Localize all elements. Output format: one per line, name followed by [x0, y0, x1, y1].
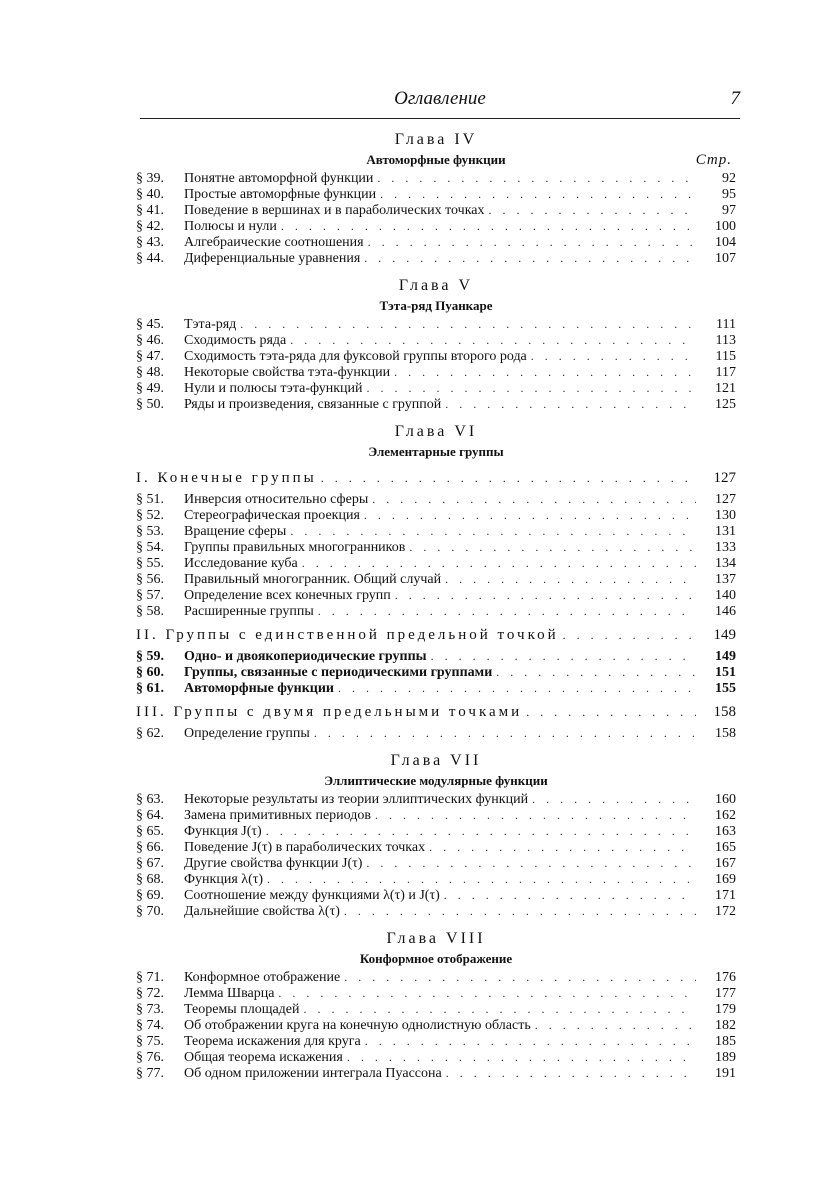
section-page: 140: [715, 588, 736, 603]
toc-entry: [136, 186, 736, 202]
section-page: 163: [715, 824, 736, 839]
toc-entry: [136, 855, 736, 871]
dot-leader: [409, 539, 696, 555]
toc-entry: [136, 539, 736, 555]
dot-leader: [377, 170, 696, 186]
section-page: 185: [715, 1034, 736, 1049]
toc-entry: [136, 985, 736, 1001]
section-title: Автоморфные функции: [184, 681, 334, 696]
section-number: § 40.: [136, 187, 164, 202]
dot-leader: [380, 186, 696, 202]
section-title: Конформное отображение: [184, 970, 341, 985]
part-page: 149: [713, 627, 736, 643]
section-number: § 54.: [136, 540, 164, 555]
toc-entry: [136, 664, 736, 680]
section-title: Сходимость ряда: [184, 333, 287, 348]
chapter-title-text: Тэта-ряд Пуанкаре: [379, 298, 493, 313]
chapter-title: [136, 296, 736, 316]
toc-entry: [136, 1017, 736, 1033]
section-title: Замена примитивных периодов: [184, 808, 371, 823]
section-page: 167: [715, 856, 736, 871]
toc-entry: [136, 871, 736, 887]
chapter-title-text: Конформное отображение: [359, 951, 513, 966]
toc-entry: [136, 587, 736, 603]
dot-leader: [266, 823, 696, 839]
section-number: § 51.: [136, 492, 164, 507]
section-number: § 53.: [136, 524, 164, 539]
toc-entry: [136, 491, 736, 507]
section-title: Вращение сферы: [184, 524, 287, 539]
section-title: Определение группы: [184, 726, 310, 741]
section-page: 162: [715, 808, 736, 823]
section-page: 107: [715, 251, 736, 266]
section-page: 158: [715, 726, 736, 741]
section-page: 113: [715, 333, 736, 348]
dot-leader: [563, 625, 696, 645]
dot-leader: [321, 468, 696, 488]
toc-entry: [136, 807, 736, 823]
section-number: § 55.: [136, 556, 164, 571]
part-heading: II. Группы с единственной предельной точкой: [136, 627, 559, 643]
dot-leader: [489, 202, 696, 218]
chapter-label: Глава VI: [394, 423, 478, 440]
section-title: Лемма Шварца: [184, 986, 275, 1001]
toc-entry: [136, 839, 736, 855]
section-title: Общая теорема искажения: [184, 1050, 343, 1065]
dot-leader: [278, 985, 696, 1001]
section-number: § 77.: [136, 1066, 164, 1081]
dot-leader: [240, 316, 696, 332]
section-title: Одно- и двоякопериодические группы: [184, 649, 427, 664]
dot-leader: [366, 855, 696, 871]
section-number: § 60.: [136, 665, 164, 680]
toc-entry: [136, 170, 736, 186]
section-page: 179: [715, 1002, 736, 1017]
section-page: 149: [715, 649, 736, 664]
dot-leader: [281, 218, 696, 234]
section-number: § 48.: [136, 365, 164, 380]
toc-entry: [136, 823, 736, 839]
chapter-block: [136, 751, 736, 919]
toc-entry: [136, 791, 736, 807]
section-title: Группы правильных многогранников: [184, 540, 406, 555]
section-number: § 74.: [136, 1018, 164, 1033]
section-title: Полюсы и нули: [184, 219, 277, 234]
section-number: § 68.: [136, 872, 164, 887]
toc-entry: [136, 380, 736, 396]
toc-entry: [136, 332, 736, 348]
dot-leader: [366, 380, 696, 396]
section-page: 131: [715, 524, 736, 539]
section-page: 151: [715, 665, 736, 680]
chapter-label: Глава VII: [390, 752, 482, 769]
section-page: 111: [716, 317, 736, 332]
dot-leader: [364, 250, 696, 266]
section-number: § 47.: [136, 349, 164, 364]
section-number: § 75.: [136, 1034, 164, 1049]
toc-entry: [136, 1049, 736, 1065]
dot-leader: [304, 1001, 696, 1017]
section-number: § 57.: [136, 588, 164, 603]
section-number: § 52.: [136, 508, 164, 523]
toc-entry: [136, 316, 736, 332]
section-page: 100: [715, 219, 736, 234]
dot-leader: [526, 702, 696, 722]
section-number: § 39.: [136, 171, 164, 186]
toc-entry: [136, 725, 736, 741]
dot-leader: [347, 1049, 696, 1065]
section-number: § 49.: [136, 381, 164, 396]
section-title: Правильный многогранник. Общий случай: [184, 572, 442, 587]
section-number: § 56.: [136, 572, 164, 587]
section-page: 125: [715, 397, 736, 412]
toc-entry: [136, 648, 736, 664]
dot-leader: [431, 648, 696, 664]
chapter-block: [136, 422, 736, 741]
section-number: § 46.: [136, 333, 164, 348]
chapter-block: [136, 276, 736, 412]
dot-leader: [372, 491, 696, 507]
section-number: § 63.: [136, 792, 164, 807]
section-number: § 45.: [136, 317, 164, 332]
toc-entry: [136, 1001, 736, 1017]
chapter-title: [136, 150, 736, 170]
section-title: Простые автоморфные функции: [184, 187, 377, 202]
dot-leader: [395, 587, 696, 603]
section-page: 171: [715, 888, 736, 903]
dot-leader: [290, 332, 696, 348]
dot-leader: [496, 664, 696, 680]
section-page: 182: [715, 1018, 736, 1033]
section-number: § 62.: [136, 726, 164, 741]
toc-entry: [136, 348, 736, 364]
toc-entry: [136, 603, 736, 619]
section-number: § 41.: [136, 203, 164, 218]
dot-leader: [394, 364, 696, 380]
dot-leader: [535, 1017, 696, 1033]
section-title: Об отображении круга на конечную однолистную область: [184, 1018, 531, 1033]
toc-entry: [136, 364, 736, 380]
dot-leader: [338, 680, 696, 696]
section-title: Группы, связанные с периодическими группами: [184, 665, 493, 680]
part-heading-row: [136, 702, 736, 722]
section-page: 177: [715, 986, 736, 1001]
chapter-title-text: Автоморфные функции: [366, 152, 506, 167]
section-title: Функция J(τ): [184, 824, 262, 839]
part-heading-row: [136, 468, 736, 488]
section-page: 127: [715, 492, 736, 507]
header-title: Оглавление: [394, 88, 486, 109]
section-page: 117: [715, 365, 736, 380]
section-page: 95: [722, 187, 736, 202]
section-title: Тэта-ряд: [184, 317, 237, 332]
section-title: Дальнейшие свойства λ(τ): [184, 904, 340, 919]
dot-leader: [445, 396, 696, 412]
section-page: 191: [715, 1066, 736, 1081]
dot-leader: [290, 523, 696, 539]
toc-entry: [136, 571, 736, 587]
toc-entry: [136, 680, 736, 696]
chapter-title: [136, 771, 736, 791]
section-page: 176: [715, 970, 736, 985]
section-number: § 65.: [136, 824, 164, 839]
part-page: 158: [713, 704, 736, 720]
section-title: Алгебраические соотношения: [184, 235, 364, 250]
section-title: Ряды и произведения, связанные с группой: [184, 397, 442, 412]
section-number: § 70.: [136, 904, 164, 919]
dot-leader: [365, 1033, 696, 1049]
dot-leader: [444, 887, 696, 903]
dot-leader: [344, 969, 696, 985]
toc-entry: [136, 555, 736, 571]
section-title: Сходимость тэта-ряда для фуксовой группы второго рода: [184, 349, 527, 364]
dot-leader: [446, 1065, 696, 1081]
section-title: Теорема искажения для круга: [184, 1034, 361, 1049]
section-title: Соотношение между функциями λ(τ) и J(τ): [184, 888, 440, 903]
section-number: § 66.: [136, 840, 164, 855]
page-number: 7: [730, 88, 740, 109]
dot-leader: [531, 348, 696, 364]
section-title: Стереографическая проекция: [184, 508, 360, 523]
dot-leader: [368, 234, 696, 250]
section-page: 92: [722, 171, 736, 186]
section-title: Некоторые свойства тэта-функции: [184, 365, 391, 380]
dot-leader: [445, 571, 696, 587]
chapter-title-text: Элементарные группы: [368, 444, 504, 459]
chapter-label: Глава V: [398, 277, 474, 294]
chapter-block: [136, 929, 736, 1081]
section-number: § 61.: [136, 681, 164, 696]
section-page: 133: [715, 540, 736, 555]
dot-leader: [375, 807, 696, 823]
dot-leader: [318, 603, 696, 619]
chapter-title: [136, 949, 736, 969]
toc-entry: [136, 969, 736, 985]
header-rule: [140, 118, 740, 119]
section-number: § 58.: [136, 604, 164, 619]
toc-entry: [136, 887, 736, 903]
section-page: 172: [715, 904, 736, 919]
dot-leader: [429, 839, 696, 855]
chapter-title: [136, 442, 736, 462]
dot-leader: [532, 791, 696, 807]
section-title: Об одном приложении интеграла Пуассона: [184, 1066, 442, 1081]
section-title: Понятне автоморфной функции: [184, 171, 374, 186]
page-column-label: Стр.: [695, 152, 732, 168]
section-title: Расширенные группы: [184, 604, 314, 619]
section-title: Поведение J(τ) в параболических точках: [184, 840, 426, 855]
section-page: 121: [715, 381, 736, 396]
section-title: Другие свойства функции J(τ): [184, 856, 363, 871]
section-page: 130: [715, 508, 736, 523]
section-page: 134: [715, 556, 736, 571]
section-number: § 44.: [136, 251, 164, 266]
dot-leader: [364, 507, 696, 523]
section-title: Определение всех конечных групп: [184, 588, 391, 603]
section-number: § 71.: [136, 970, 164, 985]
toc-entry: [136, 234, 736, 250]
part-heading-row: [136, 625, 736, 645]
section-number: § 43.: [136, 235, 164, 250]
dot-leader: [302, 555, 696, 571]
section-page: 189: [715, 1050, 736, 1065]
toc-entry: [136, 507, 736, 523]
section-page: 115: [715, 349, 736, 364]
toc-entry: [136, 903, 736, 919]
toc-entry: [136, 202, 736, 218]
dot-leader: [314, 725, 696, 741]
section-page: 146: [715, 604, 736, 619]
section-title: Теоремы площадей: [184, 1002, 300, 1017]
table-of-contents: [136, 128, 736, 1081]
section-page: 165: [715, 840, 736, 855]
toc-entry: [136, 250, 736, 266]
section-page: 169: [715, 872, 736, 887]
toc-entry: [136, 396, 736, 412]
chapter-label: Глава IV: [394, 131, 478, 148]
section-number: § 76.: [136, 1050, 164, 1065]
section-title: Нули и полюсы тэта-функций: [184, 381, 363, 396]
section-title: Диференциальные уравнения: [184, 251, 361, 266]
section-page: 137: [715, 572, 736, 587]
section-number: § 42.: [136, 219, 164, 234]
toc-entry: [136, 218, 736, 234]
part-page: 127: [713, 470, 736, 486]
section-page: 160: [715, 792, 736, 807]
section-number: § 73.: [136, 1002, 164, 1017]
running-header: [140, 88, 740, 116]
toc-entry: [136, 523, 736, 539]
chapter-block: [136, 130, 736, 266]
chapter-title-text: Эллиптические модулярные функции: [324, 773, 548, 788]
section-title: Функция λ(τ): [184, 872, 264, 887]
section-number: § 67.: [136, 856, 164, 871]
section-title: Поведение в вершинах и в параболических точках: [184, 203, 485, 218]
section-title: Исследование куба: [184, 556, 298, 571]
section-page: 104: [715, 235, 736, 250]
section-number: § 72.: [136, 986, 164, 1001]
toc-entry: [136, 1033, 736, 1049]
section-page: 97: [722, 203, 736, 218]
section-number: § 64.: [136, 808, 164, 823]
section-number: § 50.: [136, 397, 164, 412]
section-number: § 59.: [136, 649, 164, 664]
section-page: 155: [715, 681, 736, 696]
toc-entry: [136, 1065, 736, 1081]
section-title: Инверсия относительно сферы: [184, 492, 369, 507]
section-number: § 69.: [136, 888, 164, 903]
part-heading: I. Конечные группы: [136, 470, 317, 486]
section-title: Некоторые результаты из теории эллиптических функций: [184, 792, 529, 807]
dot-leader: [344, 903, 696, 919]
part-heading: III. Группы с двумя предельными точками: [136, 704, 523, 720]
dot-leader: [267, 871, 696, 887]
chapter-label: Глава VIII: [386, 930, 486, 947]
